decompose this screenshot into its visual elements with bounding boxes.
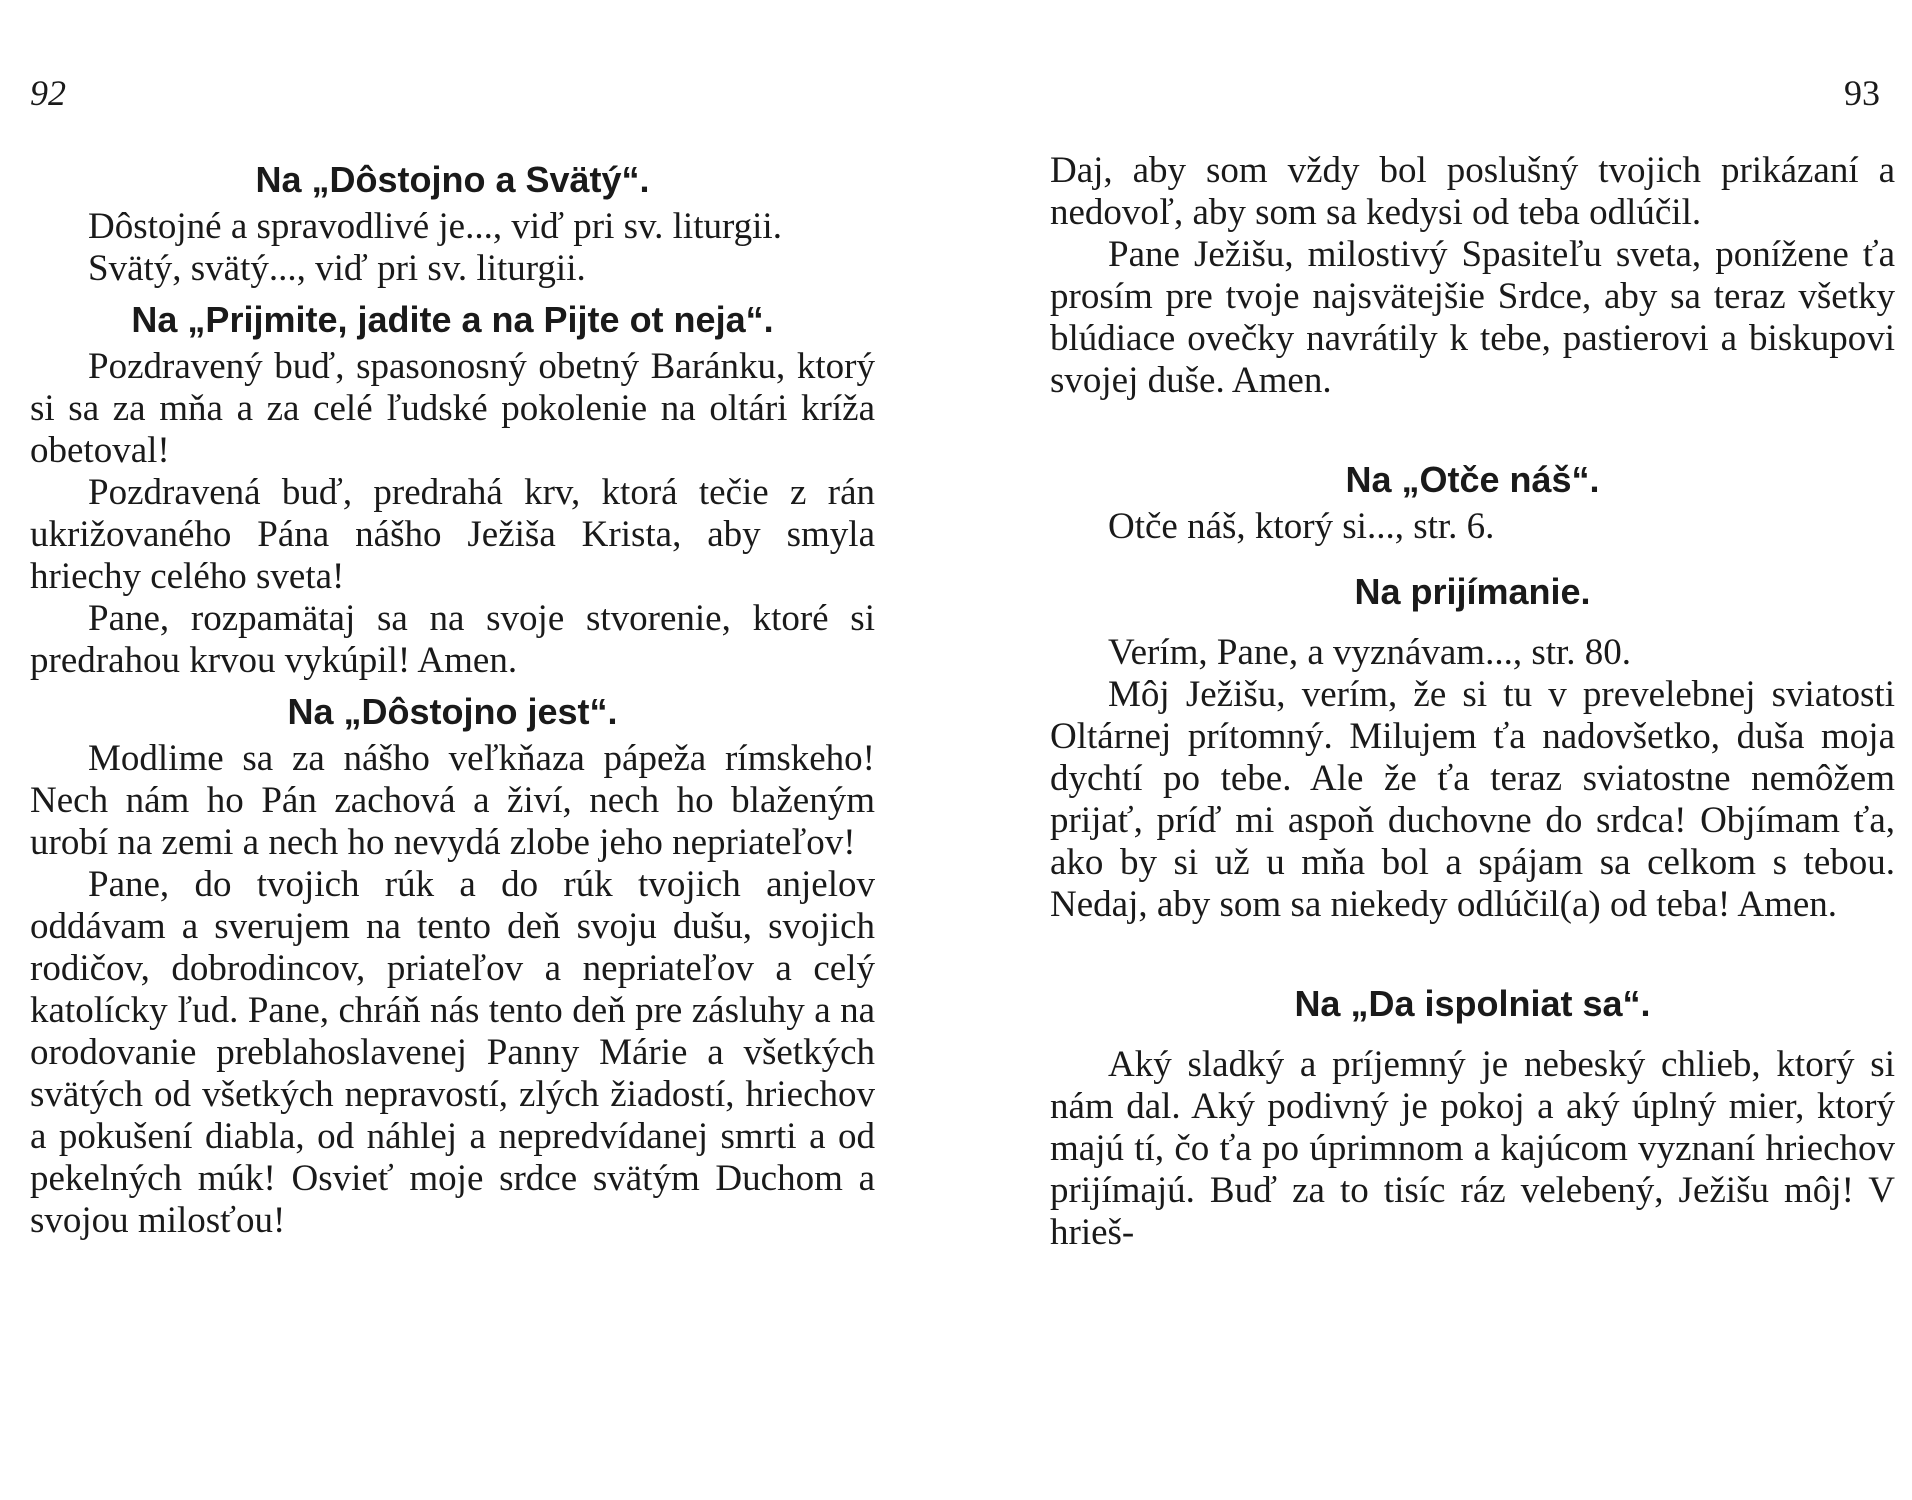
paragraph: Pozdravená buď, predrahá krv, ktorá tečie z rán ukrižovaného Pána nášho Ježiša Krista, aby smyla hriechy celého sveta! <box>30 472 875 597</box>
left-page <box>0 0 900 1500</box>
paragraph: Pane, rozpamätaj sa na svoje stvorenie, ktoré si predrahou krvou vykúpil! Amen. <box>30 598 875 681</box>
right-page <box>1030 0 1912 1500</box>
right-text-block <box>1050 150 1895 1254</box>
paragraph: Aký sladký a príjemný je nebeský chlieb, ktorý si nám dal. Aký podivný je pokoj a aký úplný mier, ktorý majú tí, čo ťa po úprimnom a kajúcom vyznaní hriechov prijímajú. Buď za to tisíc ráz velebený, Ježišu môj! V hrieš- <box>1050 1044 1895 1253</box>
paragraph: Pozdravený buď, spasonosný obetný Baránku, ktorý si sa za mňa a za celé ľudské pokolenie na oltári kríža obetoval! <box>30 346 875 471</box>
section-heading: Na „Otče náš“. <box>1345 459 1600 500</box>
paragraph: Daj, aby som vždy bol poslušný tvojich prikázaní a nedovoľ, aby som sa kedysi od teba odlúčil. <box>1050 150 1895 233</box>
page-number-right: 93 <box>1844 73 1880 113</box>
spacer <box>1050 618 1895 632</box>
paragraph: Dôstojné a spravodlivé je..., viď pri sv. liturgii. <box>88 206 782 247</box>
spacer <box>1050 1030 1895 1044</box>
section-heading: Na „Da ispolniat sa“. <box>1294 983 1651 1024</box>
paragraph: Pane, do tvojich rúk a do rúk tvojich anjelov oddávam a sverujem na tento deň svoju dušu, svojich rodičov, dobrodincov, priateľov a nepriateľov a celý katolícky ľud. Pane, chráň nás tento deň pre zásluhy a na orodovanie preblahoslavenej Panny Márie a všetkých svätých od všetkých nepravostí, zlých žiadostí, hriechov a pokušení diabla, od náhlej a nepredvídanej smrti a od pekelných múk! Osvieť moje srdce svätým Duchom a svojou milosťou! <box>30 864 875 1241</box>
section-heading: Na prijímanie. <box>1354 571 1591 612</box>
paragraph: Verím, Pane, a vyznávam..., str. 80. <box>1108 632 1632 673</box>
spacer <box>1050 402 1895 450</box>
spacer <box>1050 548 1895 562</box>
section-heading: Na „Prijmite, jadite a na Pijte ot neja“. <box>131 299 774 340</box>
paragraph: Modlime sa za nášho veľkňaza pápeža rímskeho! Nech nám ho Pán zachová a živí, nech ho blaženým urobí na zemi a nech ho nevydá zlobe jeho nepriateľov! <box>30 738 875 863</box>
left-text-block <box>30 150 875 1242</box>
paragraph: Svätý, svätý..., viď pri sv. liturgii. <box>88 248 586 289</box>
page-number-left: 92 <box>30 73 66 113</box>
section-heading: Na „Dôstojno jest“. <box>287 691 618 732</box>
paragraph: Môj Ježišu, verím, že si tu v prevelebnej sviatosti Oltárnej prítomný. Milujem ťa nadovšetko, duša moja dychtí po tebe. Ale že ťa teraz sviatostne nemôžem prijať, príď mi aspoň duchovne do srdca! Objímam ťa, ako by si už u mňa bol a spájam sa celkom s tebou. Nedaj, aby som sa niekedy odlúčil(a) od teba! Amen. <box>1050 674 1895 925</box>
paragraph: Otče náš, ktorý si..., str. 6. <box>1108 506 1495 547</box>
spacer <box>1050 926 1895 974</box>
section-heading: Na „Dôstojno a Svätý“. <box>255 159 650 200</box>
paragraph: Pane Ježišu, milostivý Spasiteľu sveta, ponížene ťa prosím pre tvoje najsvätejšie Srdce, aby sa teraz všetky blúdiace ovečky navrátily k tebe, pastierovi a biskupovi svojej duše. Amen. <box>1050 234 1895 401</box>
